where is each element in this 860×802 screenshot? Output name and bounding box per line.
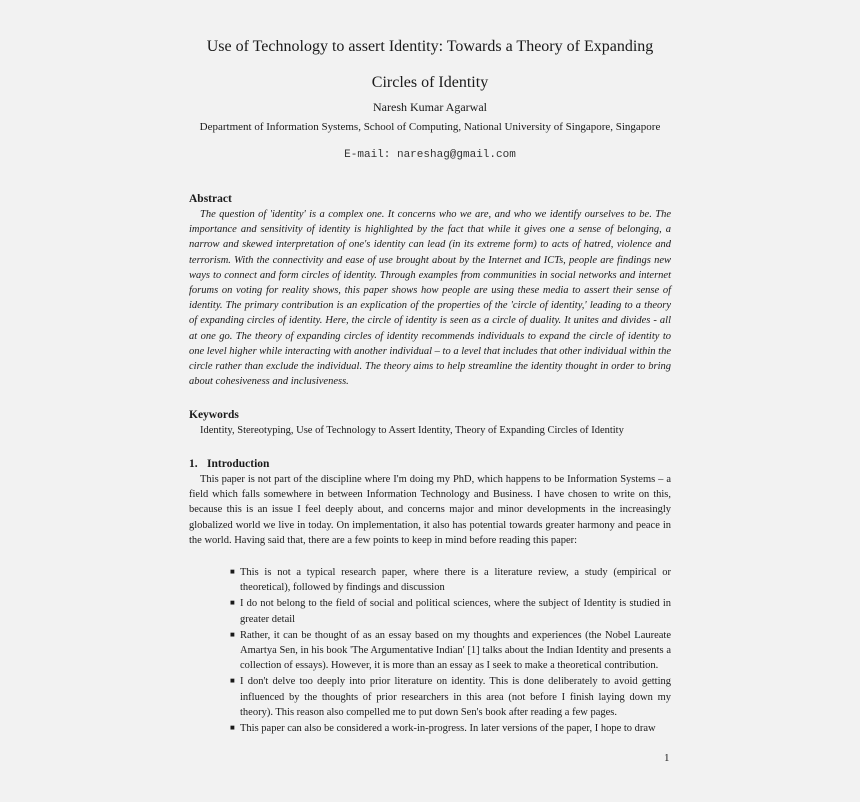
introduction-heading [189, 457, 671, 472]
bullet-icon: ■ [230, 629, 235, 639]
abstract-text: The question of 'identity' is a complex one. It concerns who we are, and who we identify ourselves to be. The importance and sensitivity of identity is highlighted by the fact that while it gives one a sense of belonging, a narrow and skewed interpretation of one's identity can lead (in its extreme form) to acts of hatred, violence and terrorism. With the connectivity and ease of use brought about by the Internet and ICTs, people are findings new ways to connect and form circles of identity. Through examples from communities in social networks and internet forums on voting for reality shows, this paper shows how people are using these media to assert their sense of identity. The primary contribution is an explication of the properties of the 'circle of identity,' leading to a theory of expanding circles of identity. Here, the circle of identity is seen as a circle of duality. It unites and divides - all at one go. The theory of expanding circles of identity recommends individuals to expand the circle of identity to one level higher while interacting with another individual – to a level that includes that other individual within the circle rather than exclude the individual. The theory aims to help streamline the identity thought in order to bring about cohesiveness and inclusiveness. [189, 209, 671, 388]
list-item: ■ This paper can also be considered a work-in-progress. In later versions of the paper, I hope to draw [222, 720, 671, 736]
author-name: Naresh Kumar Agarwal [373, 100, 487, 114]
list-item: ■ Rather, it can be thought of as an essay based on my thoughts and experiences (the Nobel Laureate Amartya Sen, in his book 'The Argumentative Indian' [1] talks about the Indian Identity and presents a collection of essays). However, it is more than an essay as I seek to make a theoretical contribution. [222, 627, 671, 674]
section-title: Introduction [207, 458, 270, 470]
author-email: E-mail: nareshag@gmail.com [344, 149, 516, 161]
author-affiliation: Department of Information Systems, School of Computing, National University of Singapore, Singapore [199, 121, 661, 133]
bullet-icon: ■ [230, 723, 235, 733]
section-number: 1. [189, 458, 198, 470]
abstract-heading: Abstract [189, 193, 232, 205]
bullet-icon: ■ [230, 598, 235, 608]
introduction-text: This paper is not part of the discipline where I'm doing my PhD, which happens to be Information Systems – a field which falls somewhere in between Information Technology and Business. I have chosen to write on this, because this is an issue I feel deeply about, and concerns major and minor developments in the increasingly globalized world we live in today. On implementation, it also has potential towards greater harmony and peace in the world. Having said that, there are a few points to keep in mind before reading this paper: [189, 474, 671, 546]
paper-title-line-2: Circles of Identity [371, 74, 489, 91]
bullet-icon: ■ [230, 567, 235, 576]
list-item: ■ I don't delve too deeply into prior literature on identity. This is done deliberately to avoid getting influenced by the thoughts of prior researchers in this area (not before I finish laying down my theory). This reason also compelled me to put down Sen's book after reading a few pages. [222, 673, 671, 720]
introduction-bullet-list [222, 564, 671, 736]
list-item: ■ This is not a typical research paper, where there is a literature review, a study (empirical or theoretical), followed by findings and discussion [222, 564, 671, 595]
keywords-heading: Keywords [189, 409, 239, 421]
keywords-text: Identity, Stereotyping, Use of Technology to Assert Identity, Theory of Expanding Circles of Identity [200, 425, 624, 436]
paper-title-line-1: Use of Technology to assert Identity: Towards a Theory of Expanding [206, 38, 654, 55]
bullet-icon: ■ [230, 676, 235, 686]
list-item: ■ I do not belong to the field of social and political sciences, where the subject of Identity is studied in greater detail [222, 595, 671, 626]
page-number: 1 [664, 752, 670, 764]
